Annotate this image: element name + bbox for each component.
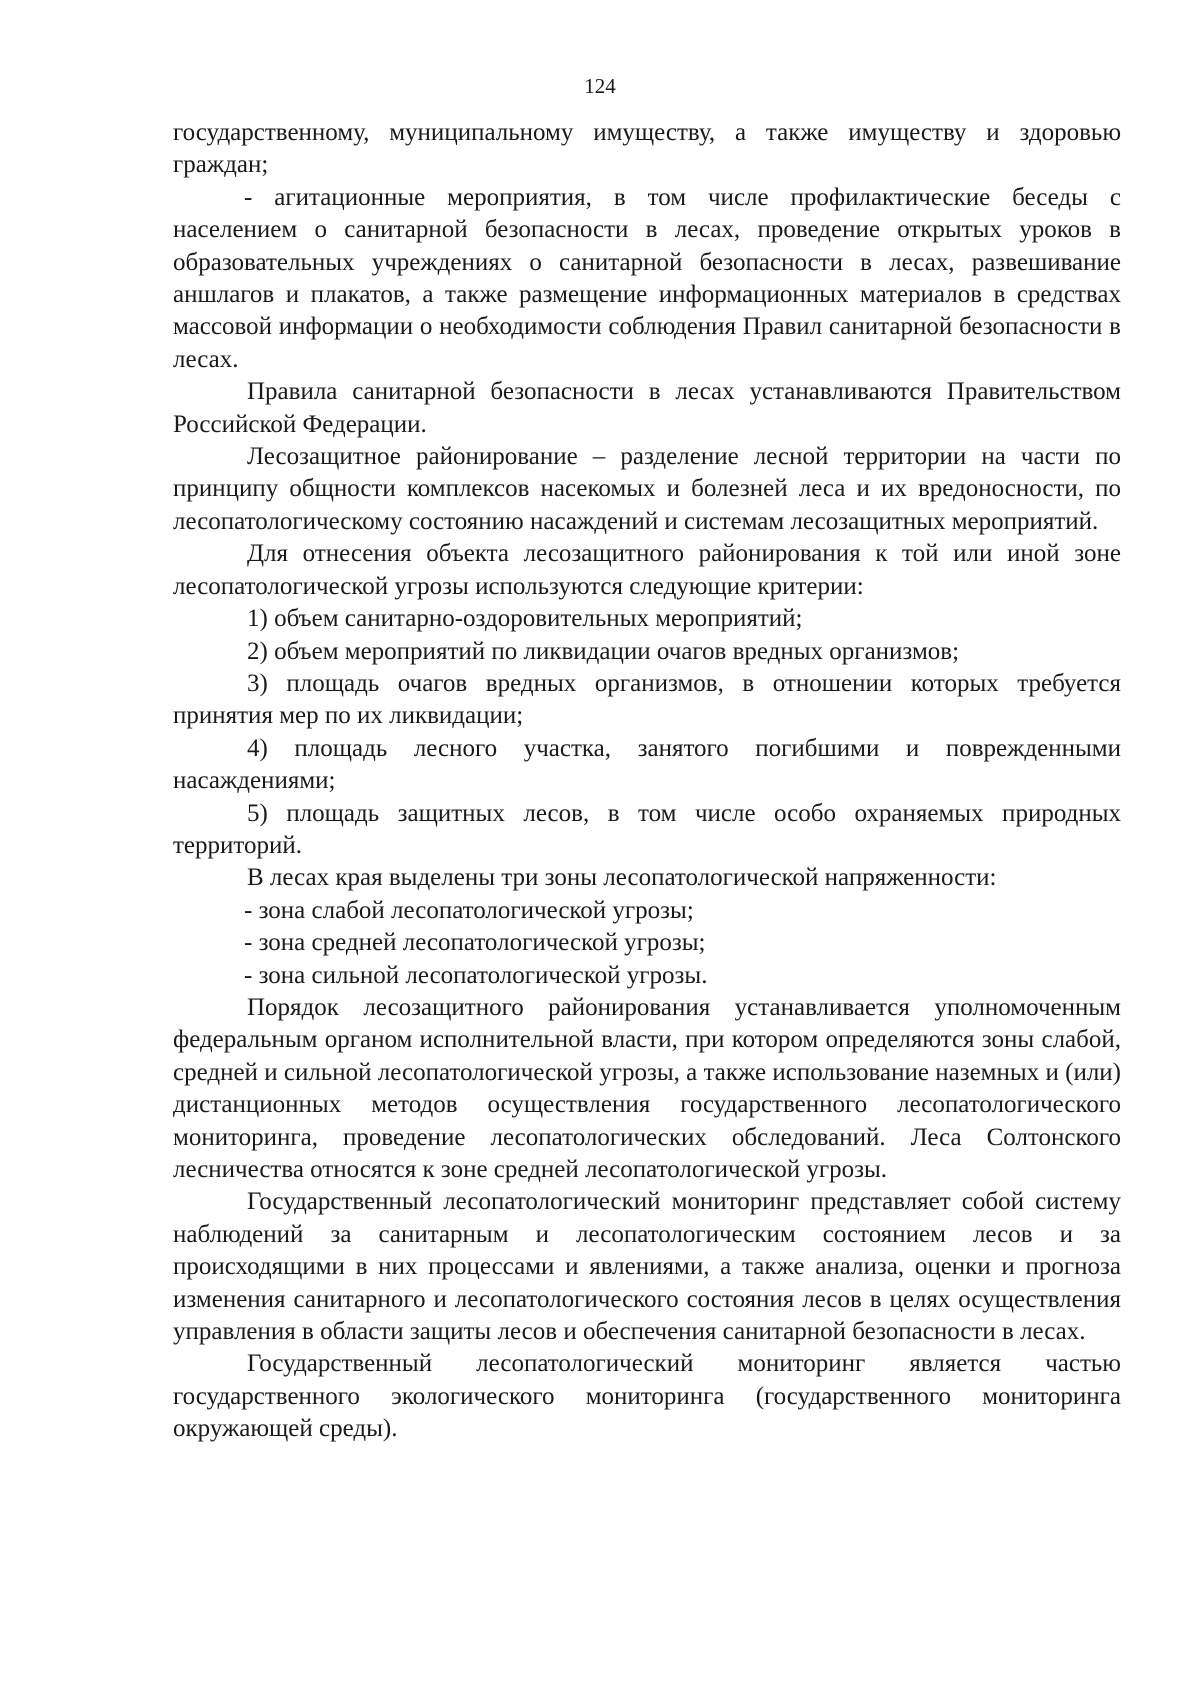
paragraph-monitoring-part: Государственный лесопатологический мониторинг является частью государственного экологического мониторинга (государственного мониторинга окружающей среды). [173,1350,1121,1443]
paragraph-continuation: государственному, муниципальному имуществу, а также имуществу и здоровью граждан; [173,119,1121,179]
list-item-agitation: ‑ агитационные мероприятия, в том числе профилактические беседы с населением о санитарной безопасности в лесах, проведение открытых уроков в образовательных учреждениях о санитарной безопасности в лесах, развешивание аншлагов и плакатов, а также размещение информационных материалов в средствах массовой информации о необходимости соблюдения Правил санитарной безопасности в лесах. [173,183,1121,373]
criteria-item-1: 1) объем санитарно-оздоровительных мероприятий; [247,605,803,633]
criteria-item-2: 2) объем мероприятий по ликвидации очагов вредных организмов; [247,637,960,665]
paragraph-rules: Правила санитарной безопасности в лесах устанавливаются Правительством Российской Федерации. [173,378,1121,438]
criteria-item-3: 3) площадь очагов вредных организмов, в отношении которых требуется принятия мер по их ликвидации; [173,669,1121,730]
body-text [173,117,1121,1446]
paragraph-criteria-intro: Для отнесения объекта лесозащитного районирования к той или иной зоне лесопатологической угрозы используются следующие критерии: [173,540,1121,600]
paragraph-zones-intro: В лесах края выделены три зоны лесопатологической напряженности: [247,864,997,892]
paragraph-zoning-definition: Лесозащитное районирование – разделение лесной территории на части по принципу общности комплексов насекомых и болезней леса и их вредоносности, по лесопатологическому состоянию насаждений и системам лесозащитных мероприятий. [173,443,1121,535]
paragraph-zoning-procedure: Порядок лесозащитного районирования устанавливается уполномоченным федеральным органом исполнительной власти, при котором определяются зоны слабой, средней и сильной лесопатологической угрозы, а также использование наземных и (или) дистанционных методов осуществления государственного лесопатологического мониторинга, проведение лесопатологических обследований. Леса Солтонского лесничества относятся к зоне средней лесопатологической угрозы. [173,993,1121,1183]
zone-item-strong: ‑ зона сильной лесопатологической угрозы. [244,961,708,989]
criteria-item-4: 4) площадь лесного участка, занятого погибшими и поврежденными насаждениями; [173,734,1121,795]
zone-item-weak: ‑ зона слабой лесопатологической угрозы; [244,896,694,924]
paragraph-monitoring-definition: Государственный лесопатологический мониторинг представляет собой систему наблюдений за санитарным и лесопатологическим состоянием лесов и за происходящими в них процессами и явлениями, а также анализа, оценки и прогноза изменения санитарного и лесопатологического состояния лесов в целях осуществления управления в области защиты лесов и обеспечения санитарной безопасности в лесах. [173,1188,1121,1346]
zone-item-medium: ‑ зона средней лесопатологической угрозы; [244,929,706,957]
criteria-item-5: 5) площадь защитных лесов, в том числе особо охраняемых природных территорий. [173,799,1121,859]
page-number: 124 [584,74,616,98]
